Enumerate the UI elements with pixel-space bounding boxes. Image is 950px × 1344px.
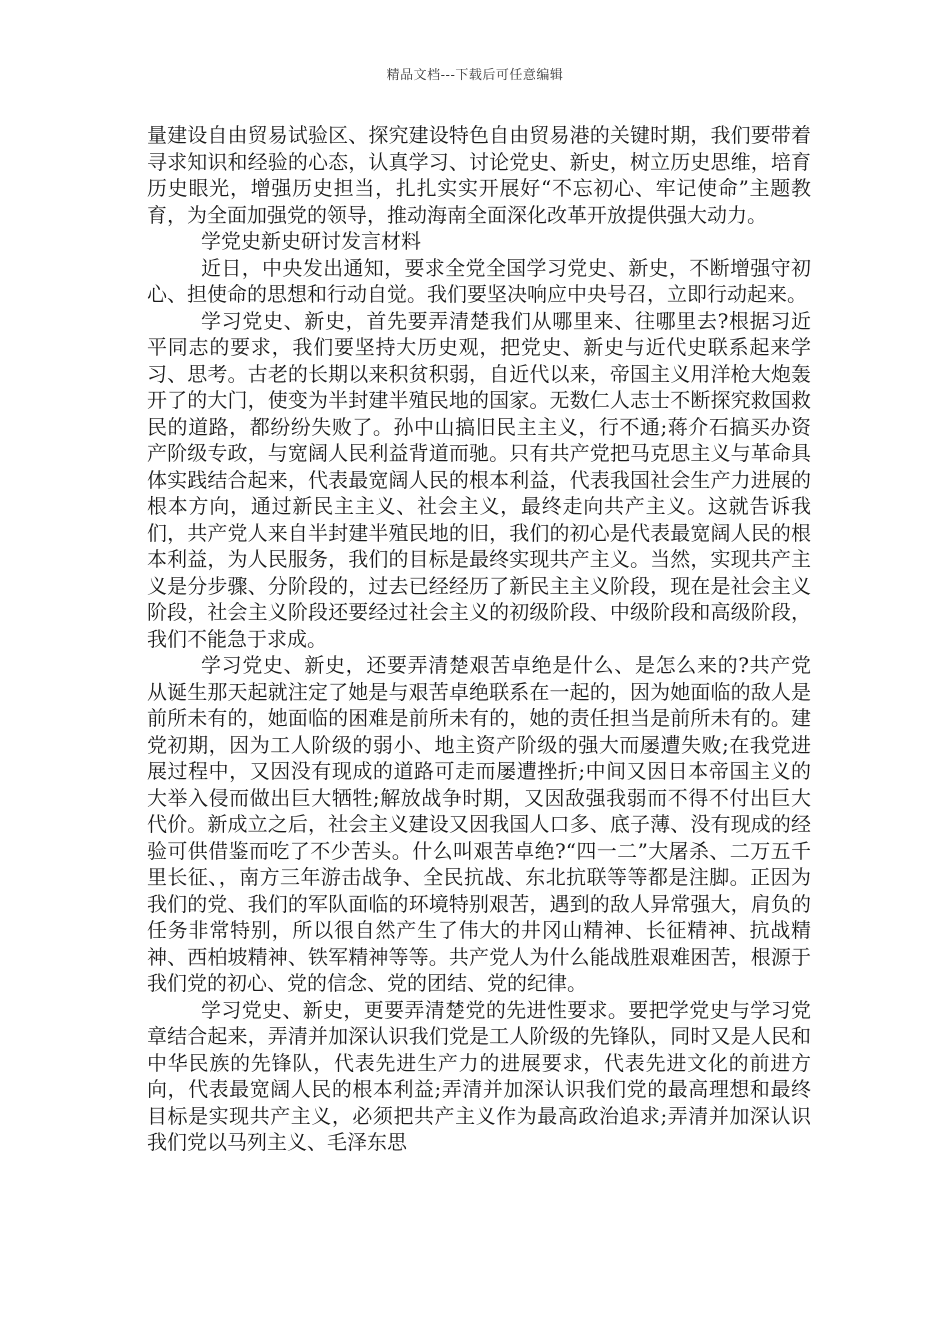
document-body bbox=[147, 122, 811, 1156]
paragraph-advanced-nature: 学习党史、新史，更要弄清楚党的先进性要求。要把学党史与学习党章结合起来，弄清并加深认识我们党是工人阶级的先锋队，同时又是人民和中华民族的先锋队，代表先进生产力的进展要求，代表先进文化的前进方向，代表最宽阔人民的根本利益;弄清并加深认识我们党的最高理想和最终目标是实现共产主义，必须把共产主义作为最高政治追求;弄清并加深认识我们党以马列主义、毛泽东思 bbox=[147, 997, 811, 1154]
paragraph-notice: 近日，中央发出通知，要求全党全国学习党史、新史，不断增强守初心、担使命的思想和行动自觉。我们要坚决响应中央号召，立即行动起来。 bbox=[147, 255, 811, 306]
section-title: 学党史新史研讨发言材料 bbox=[201, 229, 421, 253]
paragraph-where-from: 学习党史、新史，首先要弄清楚我们从哪里来、往哪里去?根据习近平同志的要求，我们要坚持大历史观，把党史、新史与近代史联系起来学习、思考。古老的长期以来积贫积弱，自近代以来，帝国主义用洋枪大炮轰开了的大门，使变为半封建半殖民地的国家。无数仁人志士不断探究救国救民的道路，都纷纷失败了。孙中山搞旧民主主义，行不通;蒋介石搞买办资产阶级专政，与宽阔人民利益背道而驰。只有共产党把马克思主义与革命具体实践结合起来，代表最宽阔人民的根本利益，代表我国社会生产力进展的根本方向，通过新民主主义、社会主义，最终走向共产主义。这就告诉我们，共产党人来自半封建半殖民地的旧，我们的初心是代表最宽阔人民的根本利益，为人民服务，我们的目标是最终实现共产主义。当然，实现共产主义是分步骤、分阶段的，过去已经经历了新民主主义阶段，现在是社会主义阶段，社会主义阶段还要经过社会主义的初级阶段、中级阶段和高级阶段，我们不能急于求成。 bbox=[147, 308, 811, 651]
paragraph-intro-continuation: 量建设自由贸易试验区、探究建设特色自由贸易港的关键时期，我们要带着寻求知识和经验的心态，认真学习、讨论党史、新史，树立历史思维，培育历史眼光，增强历史担当，扎扎实实开展好“不忘初心、牢记使命”主题教育，为全面加强党的领导，推动海南全面深化改革开放提供强大动力。 bbox=[147, 123, 811, 227]
page-header: 精品文档---下载后可任意编辑 bbox=[386, 68, 564, 83]
paragraph-hardship: 学习党史、新史，还要弄清楚艰苦卓绝是什么、是怎么来的?共产党从诞生那天起就注定了她是与艰苦卓绝联系在一起的，因为她面临的敌人是前所未有的，她面临的困难是前所未有的，她的责任担当是前所未有的。建党初期，因为工人阶级的弱小、地主资产阶级的强大而屡遭失败;在我党进展过程中，又因没有现成的道路可走而屡遭挫折;中间又因日本帝国主义的大举入侵而做出巨大牺牲;解放战争时期，又因敌强我弱而不得不付出巨大代价。新成立之后，社会主义建设又因我国人口多、底子薄、没有现成的经验可供借鉴而吃了不少苦头。什么叫艰苦卓绝?“四一二”大屠杀、二万五千里长征、，南方三年游击战争、全民抗战、东北抗联等等都是注脚。正因为我们的党、我们的军队面临的环境特别艰苦，遇到的敌人异常强大，肩负的任务非常特别，所以很自然产生了伟大的井冈山精神、长征精神、抗战精神、西柏坡精神、铁军精神等等。共产党人为什么能战胜艰难困苦，根源于我们党的初心、党的信念、党的团结、党的纪律。 bbox=[147, 653, 811, 995]
